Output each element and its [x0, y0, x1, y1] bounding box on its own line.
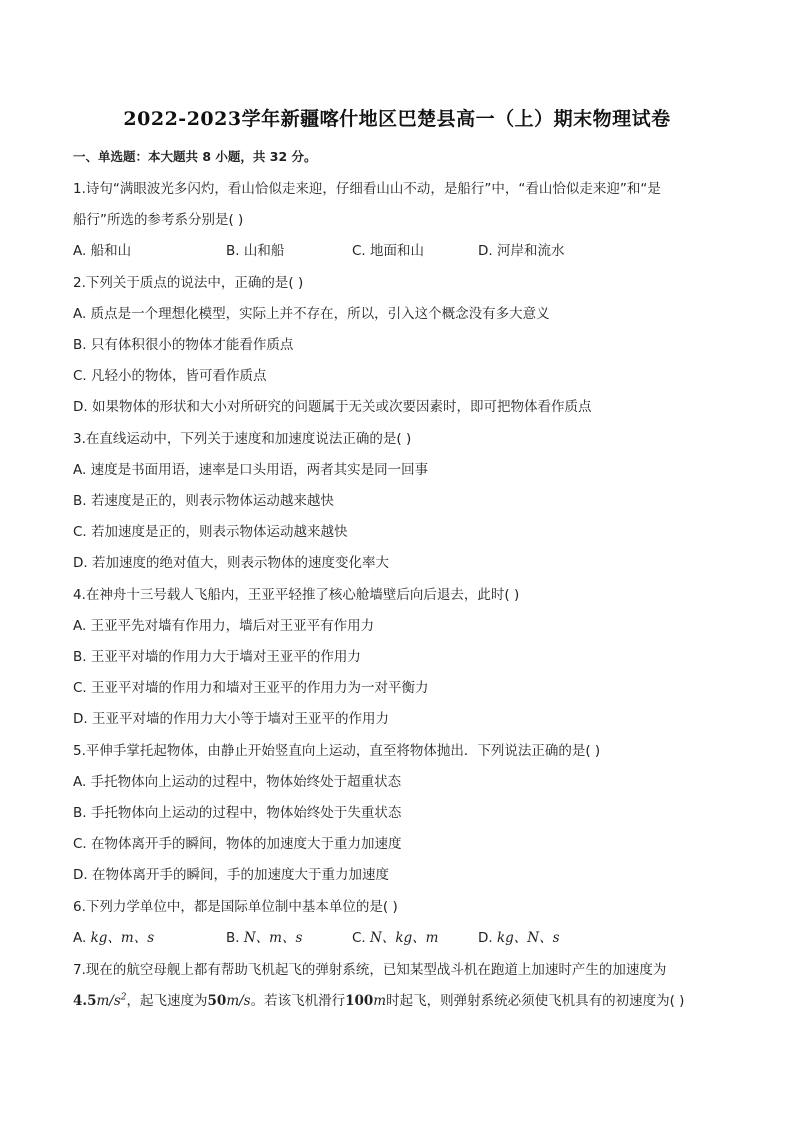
- q5-option-b: B. 手托物体向上运动的过程中，物体始终处于失重状态: [73, 805, 402, 821]
- q6-option-a-units: kg、m、s: [90, 930, 155, 946]
- q1-option-b: B. 山和船: [226, 243, 285, 259]
- q6-option-c-units: N、kg、m: [370, 930, 439, 946]
- q4-option-b: B. 王亚平对墙的作用力大于墙对王亚平的作用力: [73, 649, 361, 665]
- q1-option-a: A. 船和山: [73, 243, 132, 259]
- q3-option-d: D. 若加速度的绝对值大，则表示物体的速度变化率大: [73, 555, 389, 571]
- q7-stem-line2: [73, 989, 684, 1009]
- q1-option-c: C. 地面和山: [352, 243, 425, 259]
- q6-option-d-units: kg、N、s: [496, 930, 560, 946]
- q6-stem: 6.下列力学单位中，都是国际单位制中基本单位的是( ): [73, 899, 398, 915]
- q7-accel-value: 4.5: [73, 993, 97, 1009]
- q7-text2: 。若该飞机滑行: [250, 993, 346, 1009]
- q5-option-a: A. 手托物体向上运动的过程中，物体始终处于超重状态: [73, 774, 402, 790]
- q6-option-d-letter: D.: [478, 930, 497, 946]
- q7-accel-unit: m/s: [96, 993, 121, 1009]
- q3-stem: 3.在直线运动中，下列关于速度和加速度说法正确的是( ): [73, 431, 412, 447]
- q7-text1: ，起飞速度为: [126, 993, 208, 1009]
- q6-option-a: [73, 926, 154, 946]
- q7-text3: 时起飞，则弹射系统必须使飞机具有的初速度为( ): [386, 993, 685, 1009]
- q7-speed-unit: m/s: [226, 993, 251, 1009]
- q5-stem: 5.平伸手掌托起物体，由静止开始竖直向上运动，直至将物体抛出．下列说法正确的是( ): [73, 743, 601, 759]
- q1-stem-line2: 船行”所选的参考系分别是( ): [73, 212, 244, 228]
- q7-speed-value: 50: [207, 993, 227, 1009]
- q1-option-d: D. 河岸和流水: [478, 243, 565, 259]
- q2-stem: 2.下列关于质点的说法中，正确的是( ): [73, 275, 304, 291]
- q7-accel-exp: 2: [120, 992, 127, 1003]
- q3-option-b: B. 若速度是正的，则表示物体运动越来越快: [73, 493, 334, 509]
- q7-stem-line1: 7.现在的航空母舰上都有帮助飞机起飞的弹射系统，已知某型战斗机在跑道上加速时产生的加速度为: [73, 962, 667, 978]
- q7-dist-unit: m: [373, 993, 387, 1009]
- q6-option-c: [352, 926, 438, 946]
- q4-option-a: A. 王亚平先对墙有作用力，墙后对王亚平有作用力: [73, 618, 375, 634]
- q4-option-c: C. 王亚平对墙的作用力和墙对王亚平的作用力为一对平衡力: [73, 680, 429, 696]
- section-heading: 一、单选题：本大题共 8 小题，共 32 分。: [73, 149, 317, 164]
- q5-option-c: C. 在物体离开手的瞬间，物体的加速度大于重力加速度: [73, 836, 402, 852]
- q6-option-b-letter: B.: [226, 930, 244, 946]
- q2-option-b: B. 只有体积很小的物体才能看作质点: [73, 337, 294, 353]
- q2-option-c: C. 凡轻小的物体，皆可看作质点: [73, 368, 267, 384]
- q1-stem-line1: 1.诗句“满眼波光多闪灼，看山恰似走来迎，仔细看山山不动，是船行”中，“看山恰似走来迎”和“是: [73, 181, 661, 197]
- q2-option-d: D. 如果物体的形状和大小对所研究的问题属于无关或次要因素时，即可把物体看作质点: [73, 399, 592, 415]
- q2-option-a: A. 质点是一个理想化模型，实际上并不存在，所以，引入这个概念没有多大意义: [73, 306, 550, 322]
- q6-option-b-units: N、m、s: [243, 930, 303, 946]
- q3-option-c: C. 若加速度是正的，则表示物体运动越来越快: [73, 524, 348, 540]
- q4-option-d: D. 王亚平对墙的作用力大小等于墙对王亚平的作用力: [73, 711, 389, 727]
- q5-option-d: D. 在物体离开手的瞬间，手的加速度大于重力加速度: [73, 867, 389, 883]
- q6-option-b: [226, 926, 302, 946]
- q3-option-a: A. 速度是书面用语，速率是口头用语，两者其实是同一回事: [73, 462, 429, 478]
- q4-stem: 4.在神舟十三号载人飞船内，王亚平轻推了核心舱墙壁后向后退去，此时( ): [73, 587, 520, 603]
- q7-dist-value: 100: [345, 993, 374, 1009]
- q6-option-c-letter: C.: [352, 930, 371, 946]
- q6-option-d: [478, 926, 560, 946]
- exam-title: 2022-2023学年新疆喀什地区巴楚县高一（上）期末物理试卷: [123, 108, 671, 130]
- q6-option-a-letter: A.: [73, 930, 91, 946]
